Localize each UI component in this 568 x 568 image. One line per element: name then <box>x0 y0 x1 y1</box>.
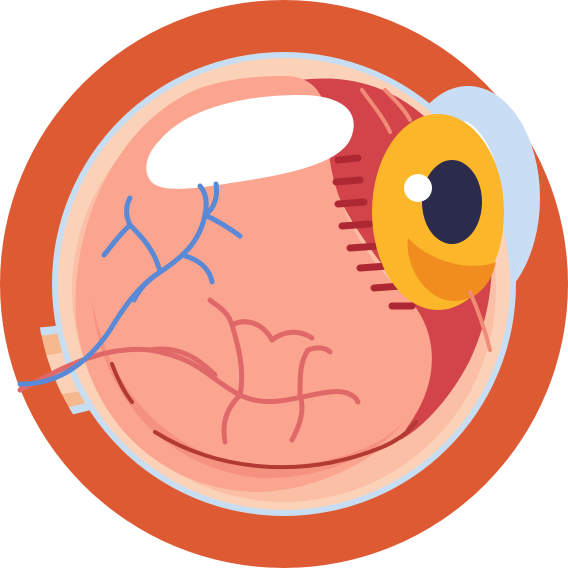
pupil-reflection <box>404 174 432 202</box>
pupil <box>422 160 482 244</box>
